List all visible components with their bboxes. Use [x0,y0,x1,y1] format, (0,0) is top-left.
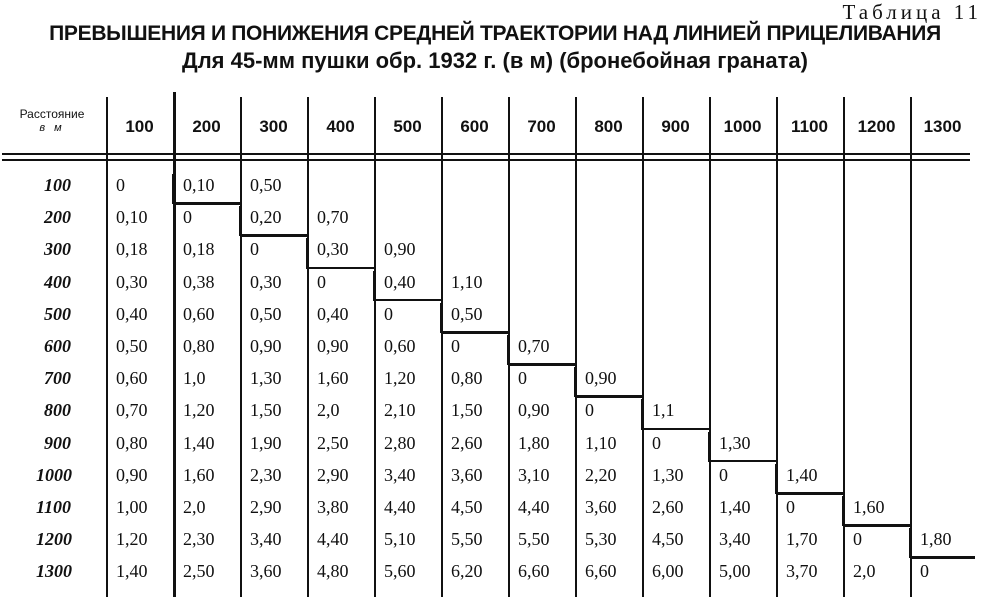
table-cell: 0,30 [116,271,148,292]
column-divider [441,97,443,597]
table-cell: 0 [250,239,259,260]
threshold-step [172,174,175,204]
row-header: 700 [44,368,71,389]
table-cell: 0 [451,336,460,356]
table-cell: 1,60 [317,368,349,389]
table-cell: 0,38 [183,271,215,292]
table-cell: 2,60 [652,497,684,517]
table-cell: 0,50 [250,175,282,195]
table-cell: 0,70 [317,207,349,228]
table-cell: 0,18 [183,239,215,260]
table-cell: 0,10 [116,207,148,228]
table-cell: 5,10 [384,529,416,550]
table-cell: 4,40 [384,497,416,517]
table-cell: 6,00 [652,561,684,582]
table-cell: 3,70 [786,561,818,582]
table-cell: 6,20 [451,561,483,582]
threshold-step [239,206,242,236]
threshold-step [306,238,309,268]
threshold-step [507,335,510,365]
table-cell: 0,18 [116,239,148,260]
table-cell: 0,70 [116,400,148,421]
column-header: 1200 [857,117,896,136]
table-cell: 0,90 [116,464,148,485]
table-cell: 0,80 [451,368,483,389]
table-cell: 1,60 [183,464,215,485]
table-cell: 3,40 [384,464,416,485]
table-cell: 0,90 [317,336,349,356]
table-cell: 0 [518,368,527,389]
table-cell: 2,10 [384,400,416,421]
table-cell: 1,30 [719,432,751,453]
corner-unit: в м [39,122,65,134]
threshold-step [842,496,845,526]
table-cell: 5,50 [451,529,483,550]
table-cell: 2,60 [451,432,483,453]
table-cell: 0,90 [518,400,550,421]
column-divider [776,97,778,597]
table-cell: 1,70 [786,529,818,550]
table-cell: 0,60 [183,303,215,324]
row-header: 1200 [36,529,72,550]
table-cell: 1,40 [183,432,215,453]
table-cell: 0 [384,303,393,324]
threshold-step [909,528,912,558]
table-cell: 3,40 [719,529,751,550]
threshold-step [373,271,376,301]
table-cell: 1,50 [250,400,282,421]
table-cell: 6,60 [585,561,617,582]
threshold-line [173,202,240,205]
column-header: 900 [661,117,690,136]
column-divider [240,97,242,597]
table-cell: 0,30 [317,239,349,260]
table-cell: 4,50 [652,529,684,550]
table-cell: 0 [719,464,728,485]
table-cell: 5,60 [384,561,416,582]
table-cell: 0 [116,175,125,195]
table-cell: 2,90 [317,464,349,485]
column-header: 100 [125,117,154,136]
column-divider [910,97,912,597]
threshold-line [642,428,709,431]
column-header: 1000 [723,117,762,136]
threshold-line [709,460,776,463]
header-rule-bottom [2,159,970,161]
table-cell: 2,0 [317,400,340,421]
table-cell: 1,20 [116,529,148,550]
table-cell: 1,40 [786,464,818,485]
table-cell: 0,60 [384,336,416,356]
table-cell: 3,40 [250,529,282,550]
table-cell: 0,80 [183,336,215,356]
column-header: 300 [259,117,288,136]
column-header: 400 [326,117,355,136]
table-cell: 0 [183,207,192,228]
column-divider [575,97,577,597]
corner-label: Расстояние [19,107,85,121]
table-cell: 3,80 [317,497,349,517]
table-subtitle: Для 45-мм пушки обр. 1932 г. (в м) (бронебойная граната) [182,48,808,73]
table-cell: 2,90 [250,497,282,517]
table-cell: 1,30 [250,368,282,389]
table-cell: 2,50 [317,432,349,453]
column-header: 600 [460,117,489,136]
table-cell: 1,00 [116,497,148,517]
table-cell: 0 [853,529,862,550]
table-cell: 0,90 [384,239,416,260]
table-cell: 0,70 [518,336,550,356]
table-cell: 0,10 [183,175,215,195]
table-cell: 0 [317,271,326,292]
table-cell: 0,90 [250,336,282,356]
table-cell: 1,90 [250,432,282,453]
threshold-line [307,267,374,270]
table-cell: 1,10 [451,271,483,292]
threshold-line [776,492,843,495]
table-cell: 1,30 [652,464,684,485]
row-header: 600 [44,336,71,356]
table-cell: 2,30 [183,529,215,550]
table-cell: 2,0 [183,497,206,517]
threshold-line [441,331,508,334]
column-header: 500 [393,117,422,136]
column-divider [709,97,711,597]
table-cell: 0,90 [585,368,617,389]
column-header: 700 [527,117,556,136]
table-cell: 0,50 [116,336,148,356]
threshold-step [440,303,443,333]
table-cell: 0,40 [384,271,416,292]
threshold-line [508,363,575,366]
threshold-step [574,367,577,397]
row-header: 400 [44,271,71,292]
column-divider [106,97,108,597]
column-divider [307,97,309,597]
column-divider [374,97,376,597]
row-header: 200 [44,207,71,228]
table-cell: 0 [920,561,929,582]
column-divider [173,92,176,597]
table-cell: 1,40 [719,497,751,517]
table-cell: 0,60 [116,368,148,389]
table-cell: 4,40 [317,529,349,550]
table-cell: 0,30 [250,271,282,292]
row-header: 800 [44,400,71,421]
row-header: 500 [44,303,71,324]
table-cell: 2,80 [384,432,416,453]
table-cell: 1,20 [183,400,215,421]
table-cell: 2,30 [250,464,282,485]
table-cell: 3,60 [451,464,483,485]
table-cell: 5,30 [585,529,617,550]
table-cell: 1,60 [853,497,885,517]
row-header: 100 [44,175,71,195]
table-cell: 0,40 [317,303,349,324]
table-cell: 1,10 [585,432,617,453]
table-cell: 0,50 [451,303,483,324]
table-cell: 2,0 [853,561,876,582]
table-cell: 3,60 [585,497,617,517]
row-header: 1000 [36,464,72,485]
row-header: 1300 [36,561,72,582]
table-cell: 0 [786,497,795,517]
table-cell: 5,00 [719,561,751,582]
row-header: 300 [44,239,71,260]
column-header: 1300 [923,117,962,136]
threshold-line [575,395,642,398]
table-cell: 0 [585,400,594,421]
threshold-line [374,299,441,302]
table-number-label: Таблица 11 [842,0,982,24]
table-cell: 2,20 [585,464,617,485]
threshold-step [708,432,711,462]
table-cell: 3,10 [518,464,550,485]
table-cell: 5,50 [518,529,550,550]
table-cell: 6,60 [518,561,550,582]
table-cell: 1,50 [451,400,483,421]
column-header: 200 [192,117,221,136]
table-cell: 4,40 [518,497,550,517]
row-header: 900 [44,432,71,453]
header-rule-top [2,153,970,155]
threshold-line [843,524,910,527]
table-cell: 4,80 [317,561,349,582]
column-header: 800 [594,117,623,136]
column-divider [642,97,644,597]
threshold-step [775,464,778,494]
column-header: 1100 [791,117,828,136]
threshold-line [910,556,975,559]
table-cell: 0,80 [116,432,148,453]
table-cell: 4,50 [451,497,483,517]
table-cell: 3,60 [250,561,282,582]
table-title: ПРЕВЫШЕНИЯ И ПОНИЖЕНИЯ СРЕДНЕЙ ТРАЕКТОРИИ НАД ЛИНИЕЙ ПРИЦЕЛИВАНИЯ [49,22,941,45]
row-header: 1100 [36,497,72,517]
table-cell: 1,80 [920,529,952,550]
table-cell: 2,50 [183,561,215,582]
table-cell: 0,40 [116,303,148,324]
table-cell: 1,80 [518,432,550,453]
table-cell: 1,1 [652,400,675,421]
table-cell: 0,20 [250,207,282,228]
table-cell: 0 [652,432,661,453]
threshold-step [641,399,644,429]
threshold-line [240,234,307,237]
table-cell: 0,50 [250,303,282,324]
table-cell: 1,20 [384,368,416,389]
table-cell: 1,0 [183,368,206,389]
table-cell: 1,40 [116,561,148,582]
